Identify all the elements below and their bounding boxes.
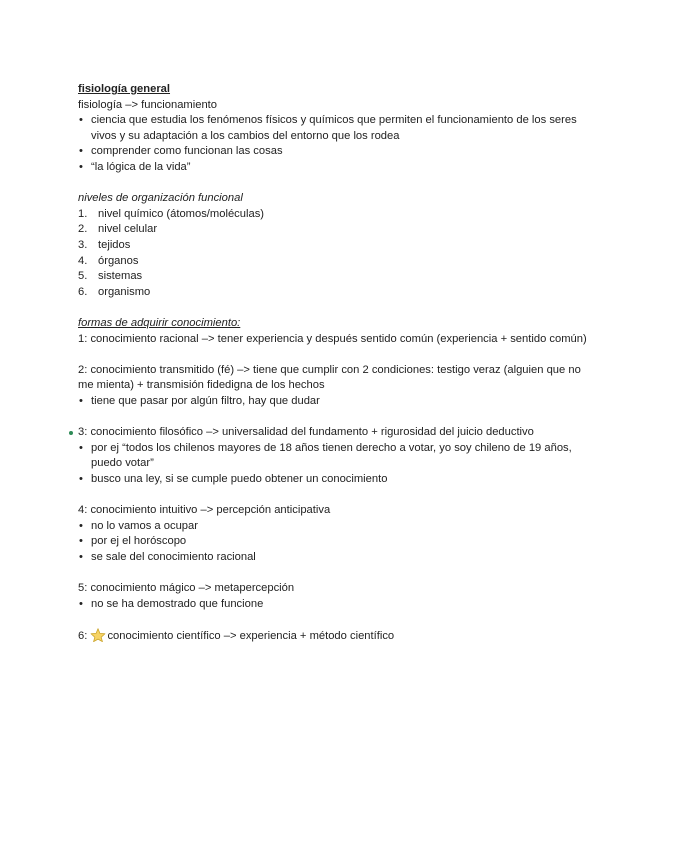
knowledge-4: 4: conocimiento intuitivo –> percepción anticipativa — [78, 504, 331, 517]
list-item — [78, 207, 598, 223]
list-text: órganos — [98, 254, 139, 267]
knowledge-3-row — [78, 425, 598, 441]
list-item: • ciencia que estudia los fenómenos físicos y químicos que permiten el funcionamiento de los seres vivos y su adaptación a los cambios del entorno que los rodea — [78, 113, 598, 144]
list-item — [78, 269, 598, 285]
forms-heading: formas de adquirir conocimiento: — [78, 316, 241, 329]
list-text: nivel celular — [98, 223, 158, 236]
list-item: • no se ha demostrado que funcione — [78, 597, 598, 613]
list-number: 6. — [78, 285, 88, 298]
knowledge-1: 1: conocimiento racional –> tener experiencia y después sentido común (experiencia + sentido común) — [78, 332, 587, 345]
list-item: • por ej “todos los chilenos mayores de 18 años tienen derecho a votar, yo soy chileno de 19 años, puedo votar” — [78, 441, 598, 472]
list-item: • busco una ley, si se cumple puedo obtener un conocimiento — [78, 472, 598, 488]
list-item: • tiene que pasar por algún filtro, hay que dudar — [78, 394, 598, 410]
knowledge-6 — [78, 628, 598, 645]
list-item: • por ej el horóscopo — [78, 534, 598, 550]
levels-list — [78, 207, 598, 301]
list-item — [78, 238, 598, 254]
knowledge-3: 3: conocimiento filosófico –> universalidad del fundamento + rigurosidad del juicio deductivo — [78, 426, 534, 439]
knowledge-2: 2: conocimiento transmitido (fé) –> tiene que cumplir con 2 condiciones: testigo veraz (alguien que no me mienta) + transmisión fidedigna de los hechos — [78, 363, 581, 392]
list-number: 5. — [78, 270, 88, 283]
levels-heading: niveles de organización funcional — [78, 192, 243, 205]
list-text: tejidos — [98, 238, 131, 251]
list-item: • comprender como funcionan las cosas — [78, 144, 598, 160]
knowledge-2-bullets — [78, 394, 598, 410]
list-item: • no lo vamos a ocupar — [78, 519, 598, 535]
list-number: 2. — [78, 223, 88, 236]
list-number: 4. — [78, 254, 88, 267]
list-item: • se sale del conocimiento racional — [78, 550, 598, 566]
list-item — [78, 285, 598, 301]
note-page — [78, 82, 598, 644]
list-item — [78, 254, 598, 270]
knowledge-4-bullets — [78, 519, 598, 566]
definition-bullets — [78, 113, 598, 175]
list-text: nivel químico (átomos/moléculas) — [98, 207, 265, 220]
page-title: fisiología general — [78, 83, 171, 95]
list-text: sistemas — [98, 270, 143, 283]
knowledge-3-bullets — [78, 441, 598, 488]
list-text: organismo — [98, 285, 151, 298]
knowledge-5: 5: conocimiento mágico –> metapercepción — [78, 582, 295, 594]
knowledge-6-prefix: 6: — [78, 629, 91, 642]
knowledge-5-bullets — [78, 597, 598, 613]
definition-line: fisiología –> funcionamiento — [78, 98, 218, 111]
list-item: • “la lógica de la vida” — [78, 160, 598, 176]
list-number: 1. — [78, 207, 88, 220]
list-number: 3. — [78, 238, 88, 251]
list-item — [78, 222, 598, 238]
bullet-dot-icon — [69, 431, 73, 435]
star-icon — [90, 628, 106, 642]
knowledge-6-text: conocimiento científico –> experiencia + método científico — [107, 629, 395, 642]
